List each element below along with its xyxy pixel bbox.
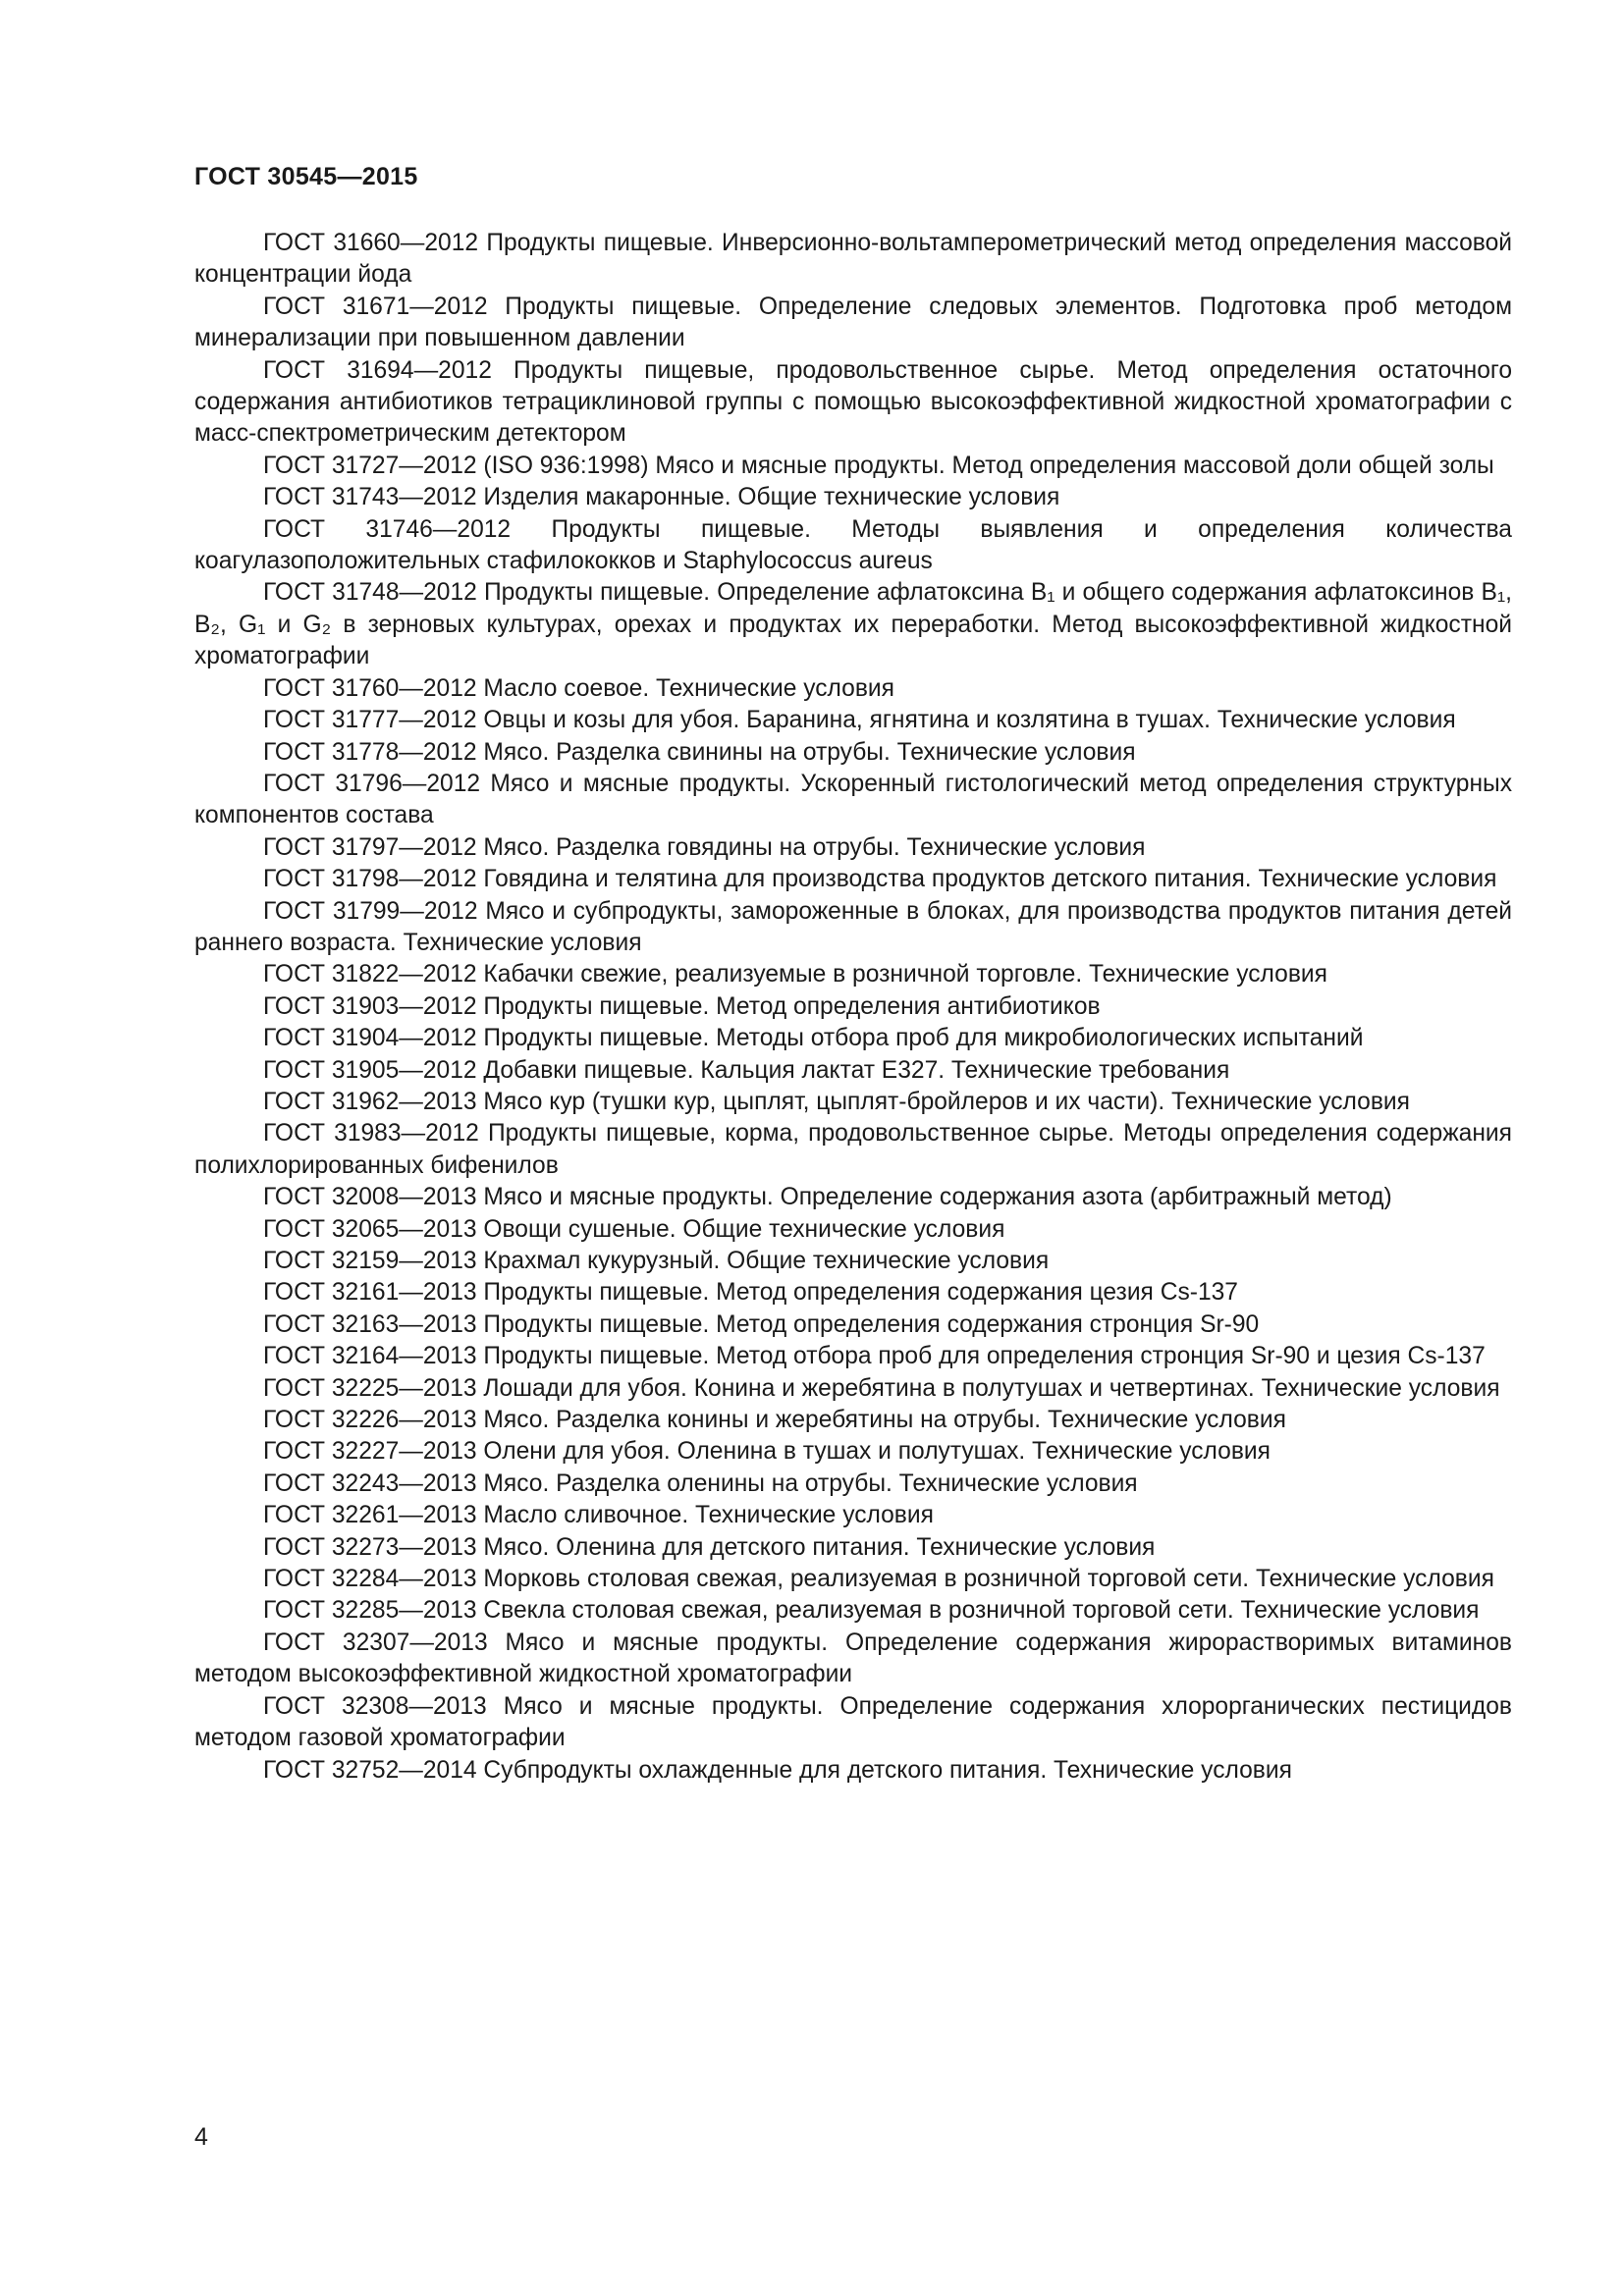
reference-entry: ГОСТ 31748—2012 Продукты пищевые. Определение афлатоксина B₁ и общего содержания афлатоксинов B₁, B₂, G₁ и G₂ в зерновых культурах, орехах и продуктах их переработки. Метод высокоэффективной жидкостной хроматографии bbox=[194, 579, 1512, 670]
reference-entry: ГОСТ 31903—2012 Продукты пищевые. Метод определения антибиотиков bbox=[263, 992, 1101, 1020]
reference-entry: ГОСТ 31694—2012 Продукты пищевые, продовольственное сырье. Метод определения остаточного содержания антибиотиков тетрациклиновой группы с помощью высокоэффективной жидкостной хроматографии с масс-спектрометрическим детектором bbox=[194, 356, 1512, 448]
reference-entry: ГОСТ 31760—2012 Масло соевое. Технические условия bbox=[263, 674, 894, 702]
reference-entry: ГОСТ 31778—2012 Мясо. Разделка свинины на отрубы. Технические условия bbox=[263, 738, 1136, 766]
reference-entry: ГОСТ 31727—2012 (ISO 936:1998) Мясо и мясные продукты. Метод определения массовой доли общей золы bbox=[263, 452, 1494, 479]
reference-entry: ГОСТ 31660—2012 Продукты пищевые. Инверсионно-вольтамперометрический метод определения массовой концентрации йода bbox=[194, 230, 1512, 289]
reference-entry: ГОСТ 31746—2012 Продукты пищевые. Методы выявления и определения количества коагулазоположительных стафилококков и Staphylococcus aureus bbox=[194, 515, 1512, 575]
reference-entry: ГОСТ 31822—2012 Кабачки свежие, реализуемые в розничной торговле. Технические условия bbox=[263, 961, 1327, 988]
reference-entry: ГОСТ 32284—2013 Морковь столовая свежая, реализуемая в розничной торговой сети. Технические условия bbox=[263, 1566, 1494, 1593]
reference-entry: ГОСТ 32308—2013 Мясо и мясные продукты. Определение содержания хлорорганических пестицидов методом газовой хроматографии bbox=[194, 1692, 1512, 1752]
reference-entry: ГОСТ 32752—2014 Субпродукты охлажденные для детского питания. Технические условия bbox=[263, 1756, 1292, 1784]
reference-entry: ГОСТ 32285—2013 Свекла столовая свежая, реализуемая в розничной торговой сети. Технические условия bbox=[263, 1597, 1480, 1625]
reference-entry: ГОСТ 31671—2012 Продукты пищевые. Определение следовых элементов. Подготовка проб методом минерализации при повышенном давлении bbox=[194, 293, 1512, 352]
reference-entry: ГОСТ 31983—2012 Продукты пищевые, корма, продовольственное сырье. Методы определения содержания полихлорированных бифенилов bbox=[194, 1120, 1512, 1179]
page-number: 4 bbox=[194, 2123, 208, 2151]
reference-entry: ГОСТ 31777—2012 Овцы и козы для убоя. Баранина, ягнятина и козлятина в тушах. Технические условия bbox=[263, 707, 1456, 734]
reference-entry: ГОСТ 31796—2012 Мясо и мясные продукты. Ускоренный гистологический метод определения структурных компонентов состава bbox=[194, 770, 1512, 829]
reference-entry: ГОСТ 32273—2013 Мясо. Оленина для детского питания. Технические условия bbox=[263, 1533, 1156, 1561]
reference-entry: ГОСТ 32226—2013 Мясо. Разделка конины и жеребятины на отрубы. Технические условия bbox=[263, 1407, 1286, 1434]
reference-entry: ГОСТ 32159—2013 Крахмал кукурузный. Общие технические условия bbox=[263, 1248, 1050, 1274]
reference-entry: ГОСТ 32163—2013 Продукты пищевые. Метод определения содержания стронция Sr-90 bbox=[263, 1310, 1260, 1338]
reference-entry: ГОСТ 31798—2012 Говядина и телятина для производства продуктов детского питания. Технические условия bbox=[263, 866, 1497, 893]
reference-entry: ГОСТ 32261—2013 Масло сливочное. Технические условия bbox=[263, 1502, 934, 1529]
reference-entry: ГОСТ 32164—2013 Продукты пищевые. Метод отбора проб для определения стронция Sr-90 и цезия Cs-137 bbox=[263, 1343, 1486, 1370]
reference-entry: ГОСТ 31905—2012 Добавки пищевые. Кальция лактат E327. Технические требования bbox=[263, 1056, 1230, 1084]
reference-entry: ГОСТ 31743—2012 Изделия макаронные. Общие технические условия bbox=[263, 484, 1060, 511]
reference-entry: ГОСТ 32065—2013 Овощи сушеные. Общие технические условия bbox=[263, 1215, 1005, 1243]
reference-entry: ГОСТ 32307—2013 Мясо и мясные продукты. Определение содержания жирорастворимых витаминов методом высокоэффективной жидкостной хроматографии bbox=[194, 1629, 1512, 1688]
reference-entry: ГОСТ 31904—2012 Продукты пищевые. Методы отбора проб для микробиологических испытаний bbox=[263, 1025, 1364, 1052]
reference-entry: ГОСТ 32227—2013 Олени для убоя. Оленина в тушах и полутушах. Технические условия bbox=[263, 1438, 1271, 1466]
reference-entry: ГОСТ 31962—2013 Мясо кур (тушки кур, цыплят, цыплят-бройлеров и их части). Технические условия bbox=[263, 1088, 1410, 1115]
reference-entry: ГОСТ 31799—2012 Мясо и субпродукты, замороженные в блоках, для производства продуктов питания детей раннего возраста. Технические условия bbox=[194, 897, 1512, 956]
reference-entry: ГОСТ 32225—2013 Лошади для убоя. Конина и жеребятина в полутушах и четвертинах. Технические условия bbox=[263, 1374, 1500, 1402]
reference-entry: ГОСТ 32161—2013 Продукты пищевые. Метод определения содержания цезия Cs-137 bbox=[263, 1279, 1238, 1307]
reference-entry: ГОСТ 31797—2012 Мясо. Разделка говядины на отрубы. Технические условия bbox=[263, 833, 1146, 861]
references-list bbox=[194, 228, 1512, 1787]
reference-entry: ГОСТ 32243—2013 Мясо. Разделка оленины на отрубы. Технические условия bbox=[263, 1469, 1138, 1497]
reference-entry: ГОСТ 32008—2013 Мясо и мясные продукты. Определение содержания азота (арбитражный метод) bbox=[263, 1184, 1392, 1211]
document-header: ГОСТ 30545—2015 bbox=[194, 163, 418, 190]
